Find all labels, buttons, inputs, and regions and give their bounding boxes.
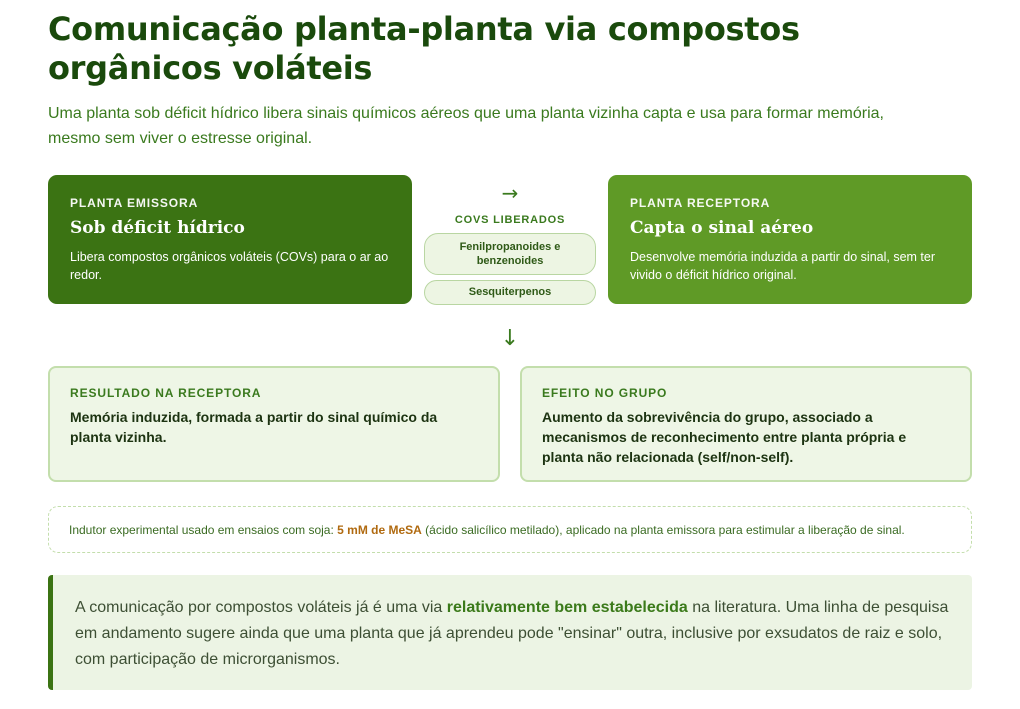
result-card	[48, 366, 500, 482]
arrow-right-icon: →	[501, 181, 519, 205]
emitter-heading: Sob déficit hídrico	[70, 218, 245, 238]
callout-prefix: A comunicação por compostos voláteis já é uma via	[75, 599, 447, 616]
note-suffix: (ácido salicílico metilado), aplicado na planta emissora para estimular a liberação de sinal.	[421, 523, 905, 537]
group-effect-card	[520, 366, 972, 482]
receiver-label: PLANTA RECEPTORA	[630, 196, 771, 210]
page-title: Comunicação planta-planta via compostos orgânicos voláteis	[48, 10, 800, 87]
compound-pill: Fenilpropanoides e benzenoides	[424, 233, 596, 275]
page-subtitle: Uma planta sob déficit hídrico libera sinais químicos aéreos que uma planta vizinha capta e usa para formar memória, mesmo sem viver o estresse original.	[48, 105, 884, 147]
literature-callout	[48, 575, 972, 690]
emitter-label: PLANTA EMISSORA	[70, 196, 199, 210]
emitter-card	[48, 175, 412, 304]
covs-flow	[424, 180, 596, 305]
result-label: RESULTADO NA RECEPTORA	[70, 386, 262, 400]
result-body: Memória induzida, formada a partir do sinal químico da planta vizinha.	[70, 409, 438, 445]
receiver-description: Desenvolve memória induzida a partir do sinal, sem ter vivido o déficit hídrico original.	[630, 250, 935, 282]
note-highlight: 5 mM de MeSA	[337, 523, 422, 537]
callout-highlight: relativamente bem estabelecida	[446, 599, 688, 616]
emitter-description: Libera compostos orgânicos voláteis (COVs) para o ar ao redor.	[70, 250, 389, 282]
arrow-down-icon: ↓	[500, 326, 520, 351]
callout-suffix: na literatura. Uma linha de pesquisa em andamento sugere ainda que uma planta que já aprendeu pode "ensinar" outra, inclusive por exsudatos de raiz e solo, com participação de microrganismos.	[75, 599, 949, 668]
covs-label: COVS LIBERADOS	[454, 214, 566, 226]
receiver-heading: Capta o sinal aéreo	[630, 218, 814, 238]
receiver-card	[608, 175, 972, 304]
inductor-note	[48, 506, 972, 553]
compound-pill: Sesquiterpenos	[424, 280, 596, 305]
note-prefix: Indutor experimental usado em ensaios com soja:	[69, 523, 338, 537]
group-effect-label: EFEITO NO GRUPO	[542, 386, 668, 400]
group-effect-body: Aumento da sobrevivência do grupo, associado a mecanismos de reconhecimento entre planta própria e planta não relacionada (self/non-self).	[542, 409, 907, 465]
